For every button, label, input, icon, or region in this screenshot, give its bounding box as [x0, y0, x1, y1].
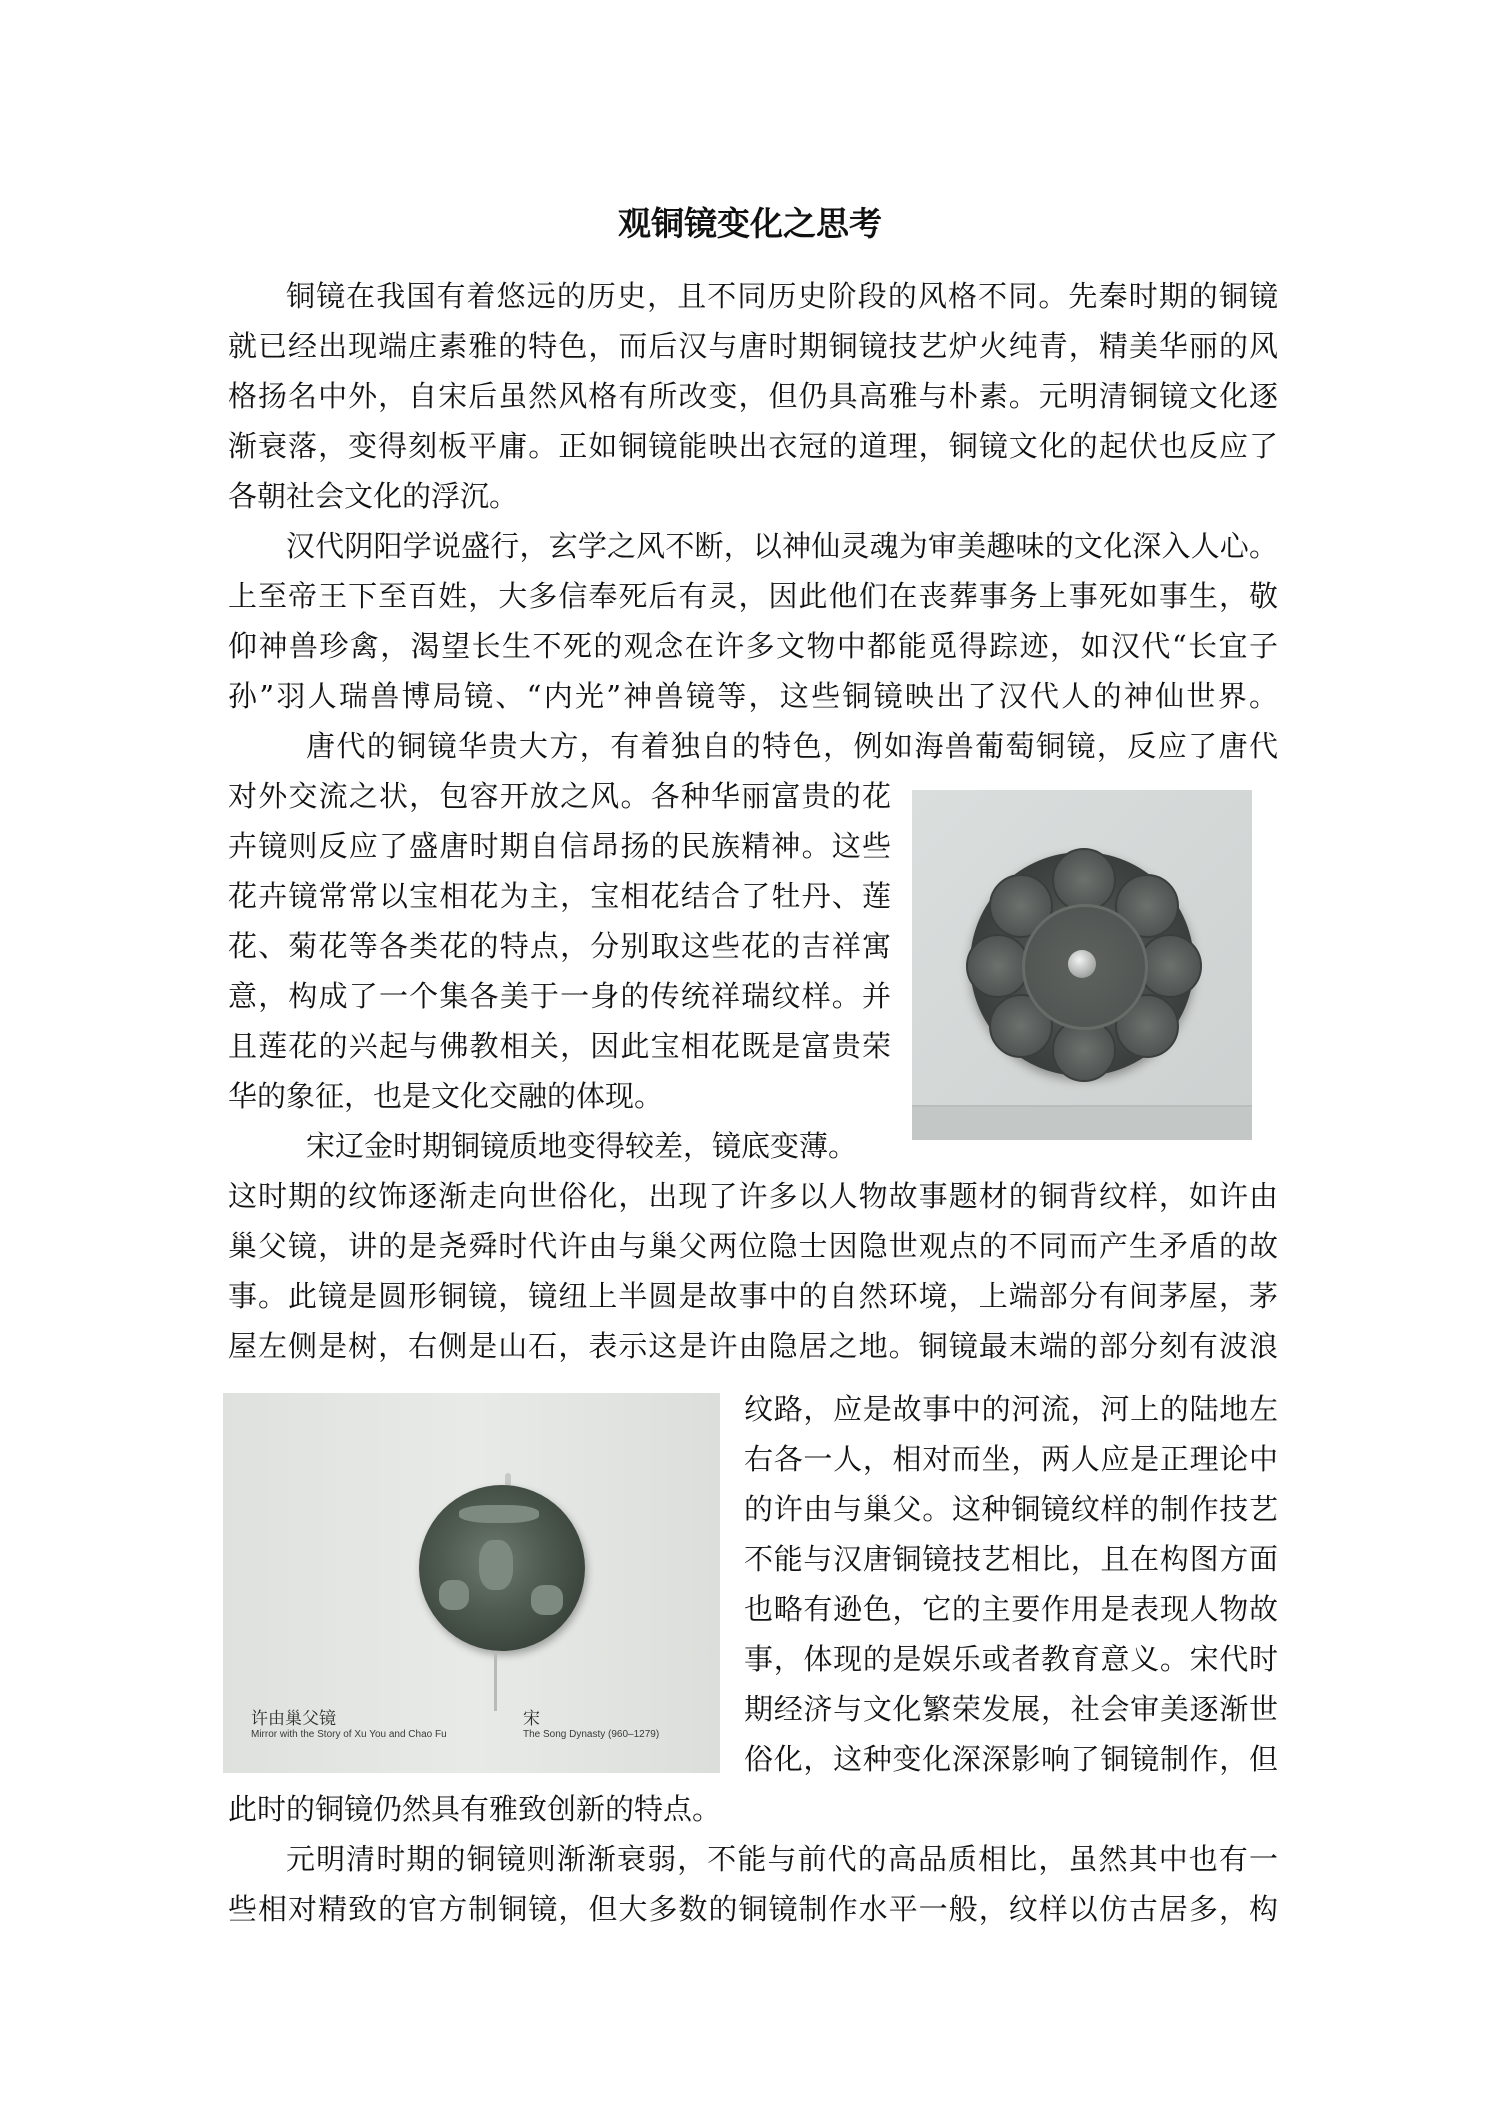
paragraph-line: 汉代阴阳学说盛行，玄学之风不断，以神仙灵魂为审美趣味的文化深入人心。	[286, 529, 1278, 563]
paragraph-line: 卉镜则反应了盛唐时期自信昂扬的民族精神。这些	[228, 829, 891, 863]
bronze-mirror	[970, 852, 1194, 1076]
paragraph-line: 些相对精致的官方制铜镜，但大多数的铜镜制作水平一般，纹样以仿古居多，构	[228, 1892, 1278, 1926]
paragraph-line: 右各一人，相对而坐，两人应是正理论中	[744, 1442, 1278, 1476]
figure-dynasty-zh: 宋	[523, 1709, 540, 1729]
paragraph-line: 意，构成了一个集各美于一身的传统祥瑞纹样。并	[228, 979, 891, 1013]
paragraph-line: 元明清时期的铜镜则渐渐衰弱，不能与前代的高品质相比，虽然其中也有一	[286, 1842, 1278, 1876]
paragraph-line: 屋左侧是树，右侧是山石，表示这是许由隐居之地。铜镜最末端的部分刻有波浪	[228, 1329, 1278, 1363]
paragraph-line: 且莲花的兴起与佛教相关，因此宝相花既是富贵荣	[228, 1029, 891, 1063]
paragraph-line: 各朝社会文化的浮沉。	[228, 479, 519, 513]
paragraph-line: 的许由与巢父。这种铜镜纹样的制作技艺	[744, 1492, 1278, 1526]
page-title: 观铜镜变化之思考	[618, 204, 882, 243]
paragraph-line: 俗化，这种变化深深影响了铜镜制作，但	[744, 1742, 1278, 1776]
paragraph-line: 铜镜在我国有着悠远的历史，且不同历史阶段的风格不同。先秦时期的铜镜	[286, 279, 1278, 313]
figure-caption-zh: 许由巢父镜	[251, 1709, 336, 1729]
figure-caption-en: Mirror with the Story of Xu You and Chao Fu	[251, 1729, 447, 1740]
paragraph-line: 格扬名中外，自宋后虽然风格有所改变，但仍具高雅与朴素。元明清铜镜文化逐	[228, 379, 1278, 413]
paragraph-line: 事。此镜是圆形铜镜，镜纽上半圆是故事中的自然环境，上端部分有间茅屋，茅	[228, 1279, 1278, 1313]
paragraph-line: 花、菊花等各类花的特点，分别取这些花的吉祥寓	[228, 929, 891, 963]
display-base	[912, 1107, 1252, 1140]
paragraph-line: 就已经出现端庄素雅的特色，而后汉与唐时期铜镜技艺炉火纯青，精美华丽的风	[228, 329, 1278, 363]
bronze-mirror	[419, 1485, 585, 1651]
mirror-figure-motif	[439, 1580, 469, 1610]
mirror-petal	[1052, 848, 1116, 912]
paragraph-line: 华的象征，也是文化交融的体现。	[228, 1079, 664, 1113]
paragraph-line: 上至帝王下至百姓，大多信奉死后有灵，因此他们在丧葬事务上事死如事生，敬	[228, 579, 1278, 613]
paragraph-line: 渐衰落，变得刻板平庸。正如铜镜能映出衣冠的道理，铜镜文化的起伏也反应了	[228, 429, 1278, 463]
paragraph-line: 对外交流之状，包容开放之风。各种华丽富贵的花	[228, 779, 891, 813]
mirror-knob	[1068, 950, 1096, 978]
paragraph-line: 这时期的纹饰逐渐走向世俗化，出现了许多以人物故事题材的铜背纹样，如许由	[228, 1179, 1278, 1213]
paragraph-line: 仰神兽珍禽，渴望长生不死的观念在许多文物中都能觅得踪迹，如汉代“长宜子	[228, 629, 1278, 663]
tang-floral-mirror-photo	[912, 790, 1252, 1140]
paragraph-line: 纹路，应是故事中的河流，河上的陆地左	[744, 1392, 1278, 1426]
paragraph-line: 宋辽金时期铜镜质地变得较差，镜底变薄。	[306, 1129, 858, 1163]
mirror-figure-motif	[479, 1540, 513, 1590]
figure-dynasty-en: The Song Dynasty (960–1279)	[523, 1729, 660, 1740]
mirror-petal	[966, 934, 1030, 998]
paragraph-line: 事，体现的是娱乐或者教育意义。宋代时	[744, 1642, 1278, 1676]
paragraph-line: 不能与汉唐铜镜技艺相比，且在构图方面	[744, 1542, 1278, 1576]
paragraph-line: 唐代的铜镜华贵大方，有着独自的特色，例如海兽葡萄铜镜，反应了唐代	[306, 729, 1278, 763]
mirror-stand	[494, 1651, 497, 1711]
paragraph-line: 花卉镜常常以宝相花为主，宝相花结合了牡丹、莲	[228, 879, 891, 913]
paragraph-line: 也略有逊色，它的主要作用是表现人物故	[744, 1592, 1278, 1626]
paragraph-line: 巢父镜，讲的是尧舜时代许由与巢父两位隐士因隐世观点的不同而产生矛盾的故	[228, 1229, 1278, 1263]
paragraph-line: 孙”羽人瑞兽博局镜、“内光”神兽镜等，这些铜镜映出了汉代人的神仙世界。	[228, 679, 1278, 713]
song-mirror-photo	[223, 1393, 720, 1773]
mirror-landscape-motif	[459, 1505, 539, 1523]
paragraph-line: 期经济与文化繁荣发展，社会审美逐渐世	[744, 1692, 1278, 1726]
mirror-figure-motif	[531, 1585, 563, 1615]
paragraph-line: 此时的铜镜仍然具有雅致创新的特点。	[228, 1792, 722, 1826]
